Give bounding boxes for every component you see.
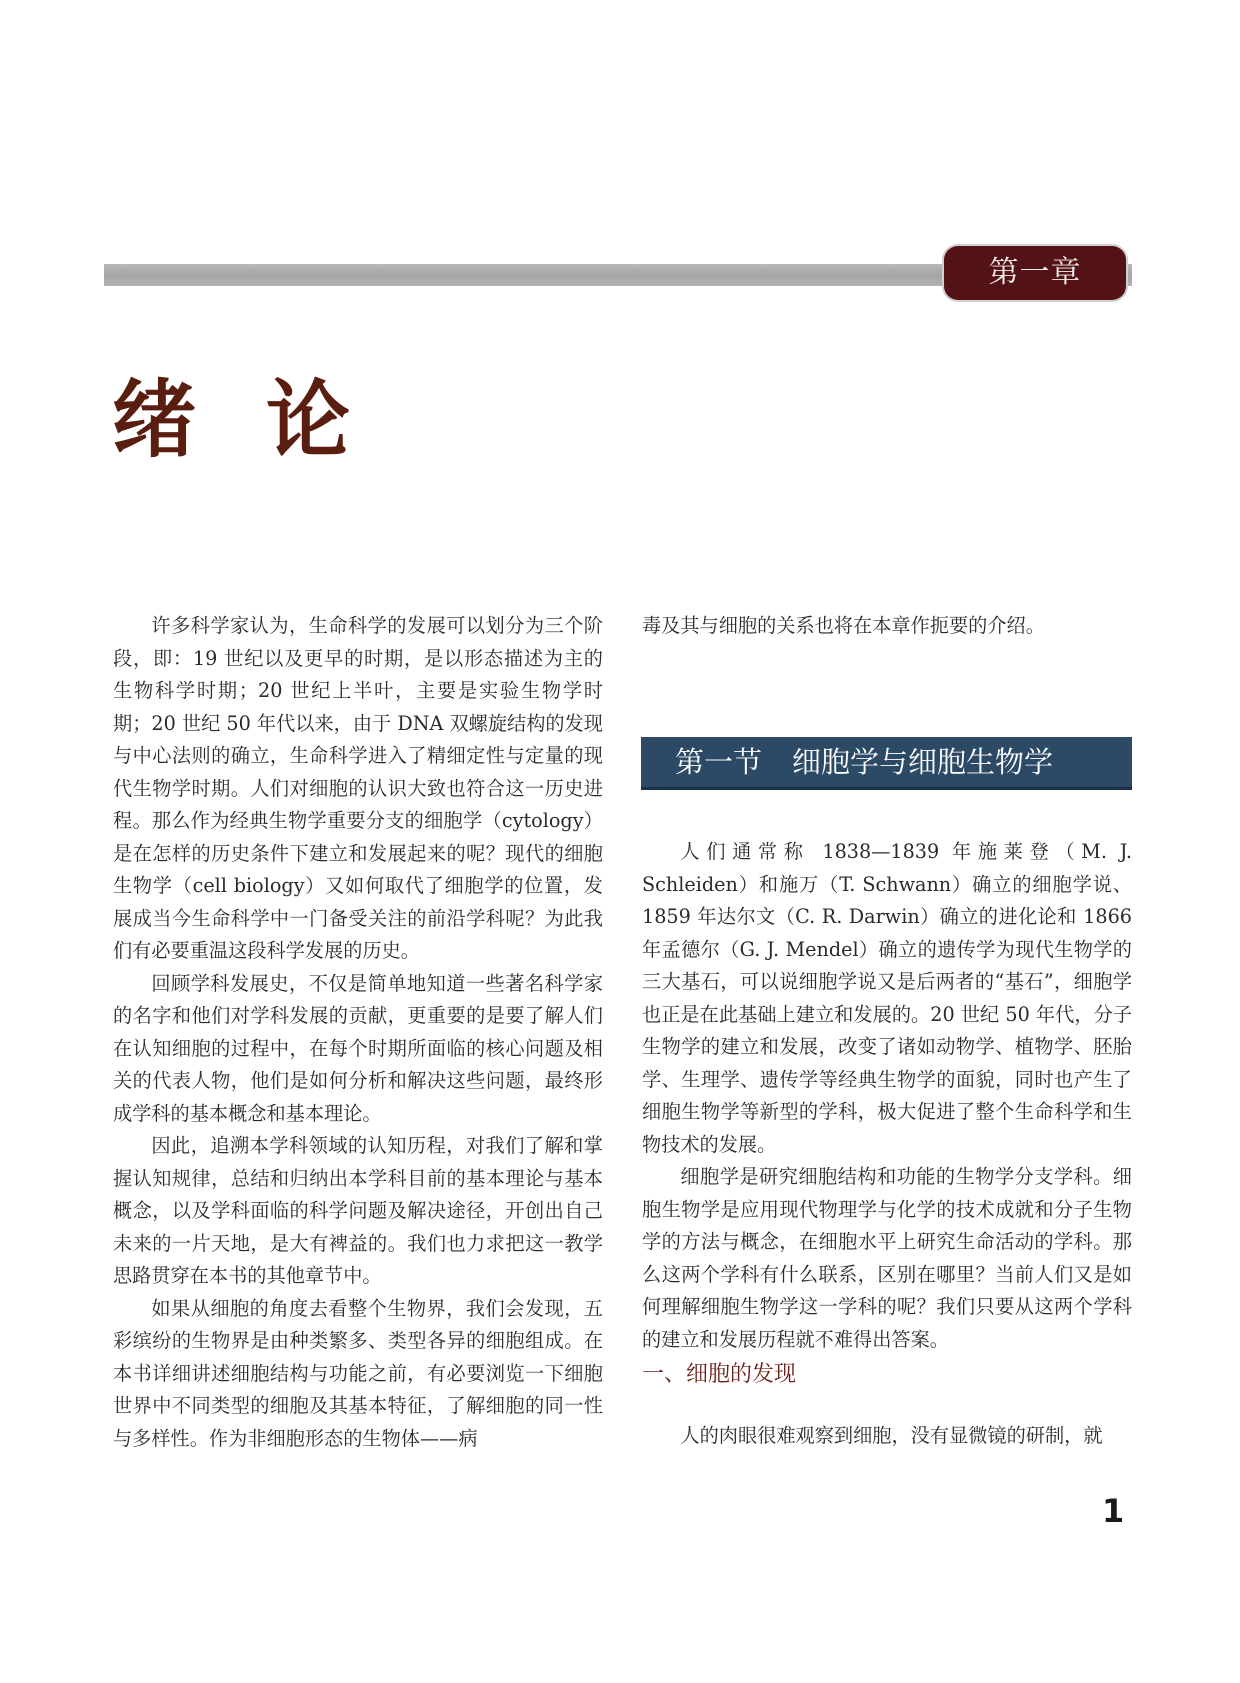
paragraph: 因此，追溯本学科领域的认知历程，对我们了解和掌握认知规律，总结和归纳出本学科目前的基本理论与基本概念，以及学科面临的科学问题及解决途径，开创出自己未来的一片天地，是大有裨益的。我们也力求把这一教学思路贯穿在本书的其他章节中。 <box>113 1134 603 1287</box>
paragraph: 如果从细胞的角度去看整个生物界，我们会发现，五彩缤纷的生物界是由种类繁多、类型各异的细胞组成。在本书详细讲述细胞结构与功能之前，有必要浏览一下细胞世界中不同类型的细胞及其基本特征，了解细胞的同一性与多样性。作为非细胞形态的生物体——病 <box>113 1296 603 1450</box>
right-column-continuation <box>642 610 1132 643</box>
section-heading <box>641 737 1132 790</box>
section-title: 细胞学与细胞生物学 <box>792 745 1054 779</box>
page-number: 1 <box>1102 1492 1125 1530</box>
left-column <box>113 610 603 1455</box>
paragraph: 许多科学家认为，生命科学的发展可以划分为三个阶段，即：19 世纪以及更早的时期，是以形态描述为主的生物科学时期；20 世纪上半叶，主要是实验生物学时期；20 世纪 50 年代以来，由于 DNA 双螺旋结构的发现与中心法则的确立，生命科学进入了精细定性与定量的现代生物学时期。人们对细胞的认识大致也符合这一历史进程。那么作为经典生物学重要分支的细胞学（cytology）是在怎样的历史条件下建立和发展起来的呢？现代的细胞生物学（cell biology）又如何取代了细胞学的位置，发展成当今生命科学中一门备受关注的前沿学科呢？为此我们有必要重温这段科学发展的历史。 <box>113 614 603 962</box>
chapter-tab: 第一章 <box>944 246 1126 300</box>
subsection-body <box>642 1420 1132 1453</box>
section-body <box>642 836 1132 1356</box>
paragraph-continuation: 毒及其与细胞的关系也将在本章作扼要的介绍。 <box>642 614 1045 637</box>
paragraph: 人们通常称 1838—1839 年施莱登（M. J. Schleiden）和施万（T. Schwann）确立的细胞学说、1859 年达尔文（C. R. Darwin）确立的进化论和 1866 年孟德尔（G. J. Mendel）确立的遗传学为现代生物学的三大基石，可以说细胞学说又是后两者的“基石”，细胞学也正是在此基础上建立和发展的。20 世纪 50 年代，分子生物学的建立和发展，改变了诸如动物学、植物学、胚胎学、生理学、遗传学等经典生物学的面貌，同时也产生了细胞生物学等新型的学科，极大促进了整个生命科学和生物技术的发展。 <box>642 840 1132 1156</box>
paragraph: 细胞学是研究细胞结构和功能的生物学分支学科。细胞生物学是应用现代物理学与化学的技术成就和分子生物学的方法与概念，在细胞水平上研究生命活动的学科。那么这两个学科有什么联系，区别在哪里？当前人们又是如何理解细胞生物学这一学科的呢？我们只要从这两个学科的建立和发展历程就不难得出答案。 <box>642 1165 1132 1351</box>
chapter-title: 绪论 <box>112 371 421 469</box>
paragraph: 回顾学科发展史，不仅是简单地知道一些著名科学家的名字和他们对学科发展的贡献，更重要的是要了解人们在认知细胞的过程中，在每个时期所面临的核心问题及相关的代表人物，他们是如何分析和解决这些问题，最终形成学科的基本概念和基本理论。 <box>113 971 603 1125</box>
subsection-heading: 一、细胞的发现 <box>642 1362 797 1387</box>
paragraph: 人的肉眼很难观察到细胞，没有显微镜的研制，就 <box>680 1424 1103 1447</box>
section-number: 第一节 <box>675 745 763 779</box>
